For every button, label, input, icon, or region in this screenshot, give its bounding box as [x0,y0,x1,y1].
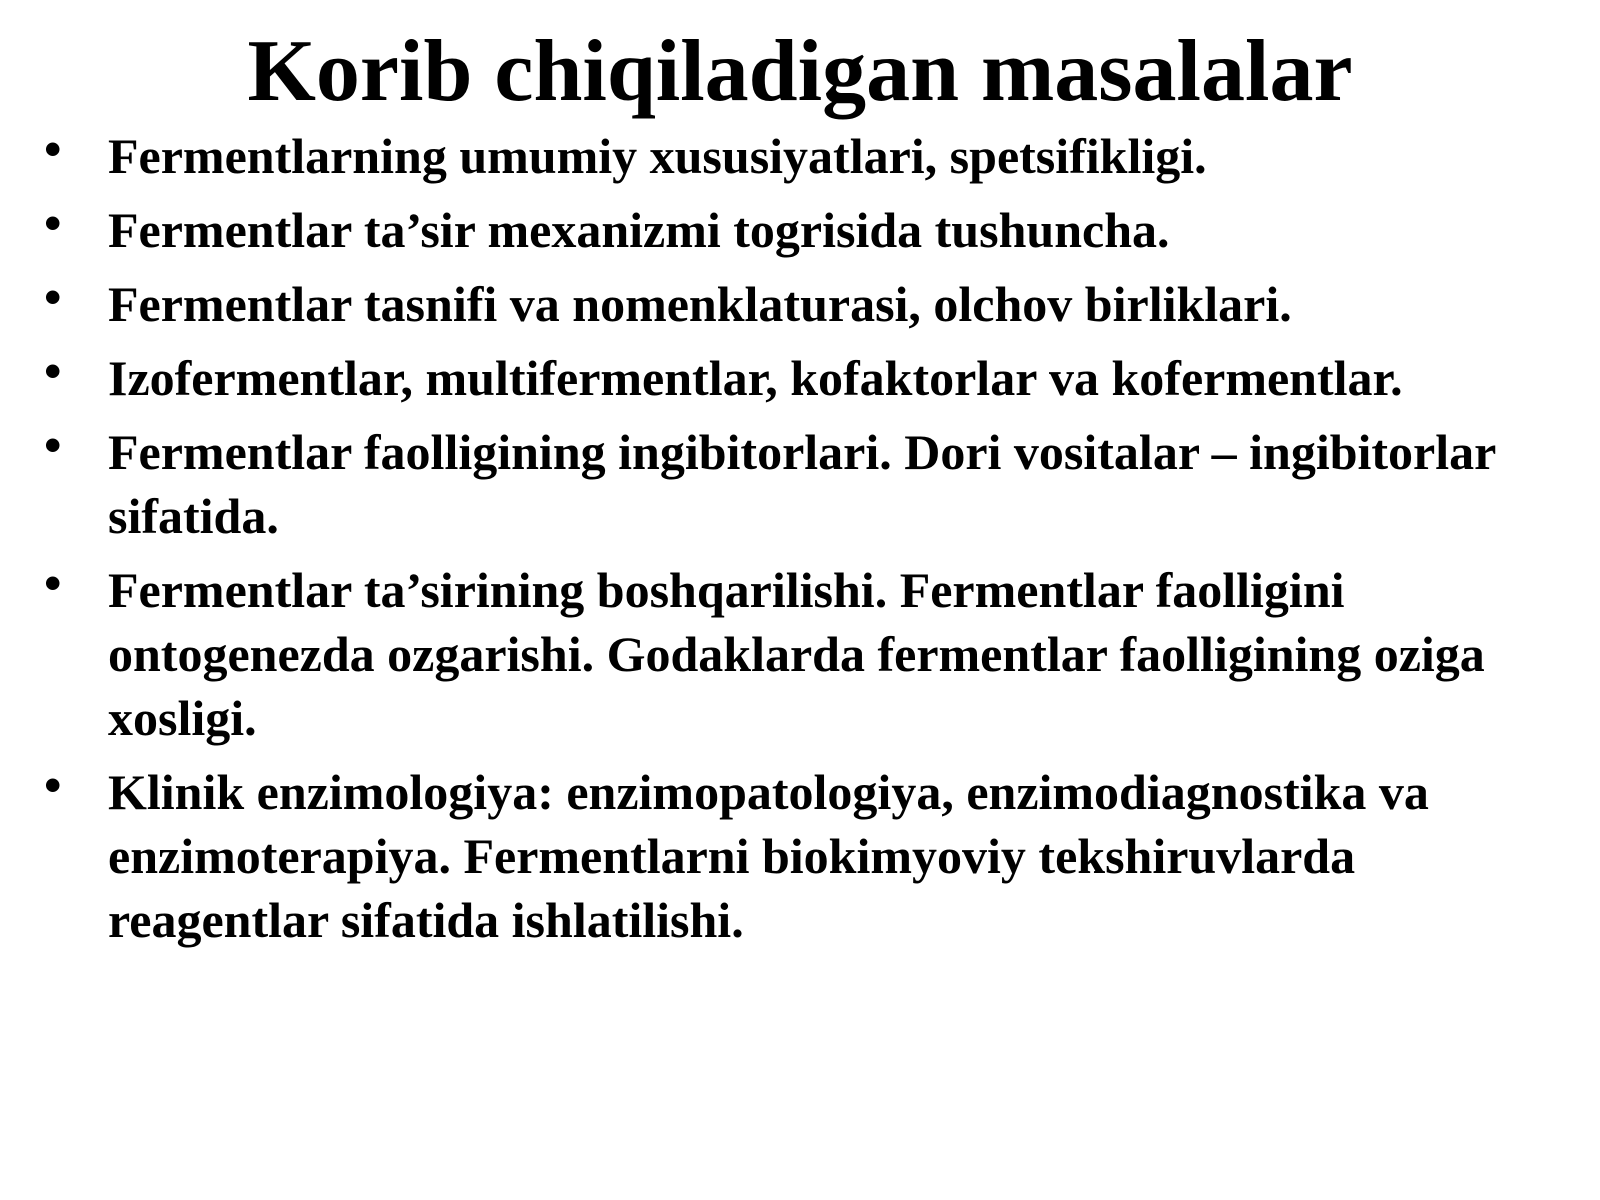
list-item-text: Fermentlar faolligining ingibitorlari. Dori vositalar – ingibitorlar sifatida. [108,424,1496,544]
list-item [44,269,1584,336]
list-item [44,195,1584,262]
slide-title: Korib chiqiladigan masalalar [247,23,1353,120]
bullet-icon: • [44,195,62,251]
bullet-icon: • [44,343,62,399]
list-item-text: Fermentlar ta’sirining boshqarilishi. Fermentlar faolligini ontogenezda ozgarishi. Godaklarda fermentlar faolligining oziga xosligi. [108,562,1485,746]
bullet-icon: • [44,417,62,473]
list-item-text: Fermentlar ta’sir mexanizmi togrisida tushuncha. [108,202,1170,258]
list-item-text: Klinik enzimologiya: enzimopatologiya, enzimodiagnostika va enzimoterapiya. Fermentlarni biokimyoviy tekshiruvlarda reagentlar sifatida ishlatilishi. [108,764,1429,948]
list-item-text: Fermentlarning umumiy xususiyatlari, spetsifikligi. [108,128,1207,184]
list-item [44,121,1584,188]
list-item [44,555,1584,750]
list-item-text: Fermentlar tasnifi va nomenklaturasi, olchov birliklari. [108,276,1292,332]
bullet-icon: • [44,121,62,177]
bullet-icon: • [44,757,62,813]
list-item [44,343,1584,410]
bullet-icon: • [44,555,62,611]
list-item [44,757,1584,952]
list-item-text: Izofermentlar, multifermentlar, kofaktorlar va kofermentlar. [108,350,1403,406]
list-item [44,417,1584,548]
bullet-icon: • [44,269,62,325]
topic-list [44,121,1584,962]
